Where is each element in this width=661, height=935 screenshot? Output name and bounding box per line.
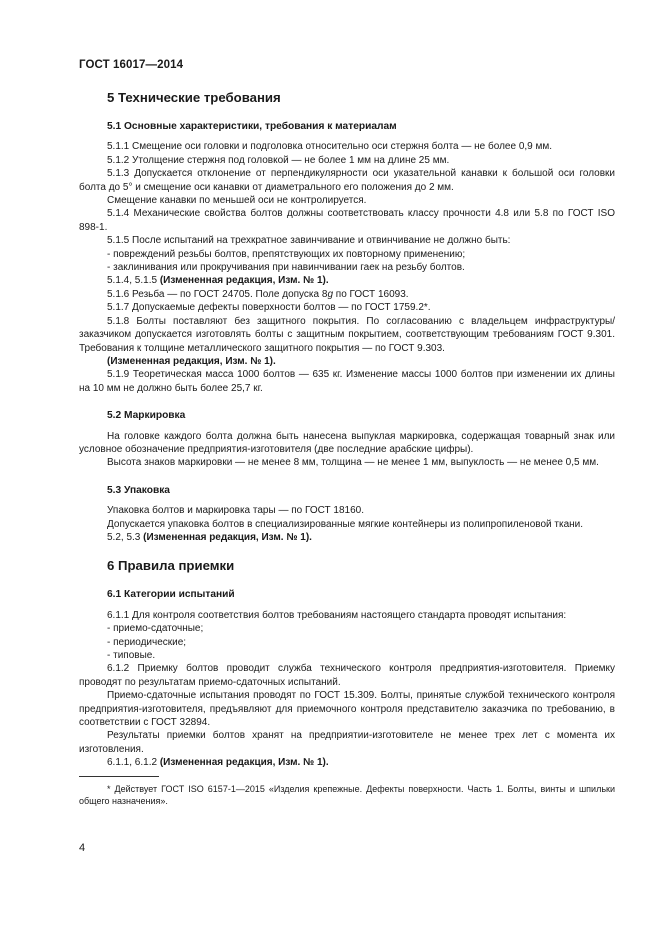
amendment-note: (Измененная редакция, Изм. № 1). [143,531,312,543]
amendment-ref: 5.1.4, 5.1.5 [107,275,160,287]
paragraph-5-2-b: Высота знаков маркировки — не менее 8 мм, толщина — не менее 1 мм, выпуклость — не менее 0,5 мм. [107,457,599,469]
paragraph-5-3-b: Допускается упаковка болтов в специализированные мягкие контейнеры из полипропиленовой ткани. [107,518,584,530]
subsection-5-3-title: 5.3 Упаковка [107,484,170,496]
page-number: 4 [79,842,86,854]
paragraph-5-1-3-note: Смещение канавки по меньшей оси не контролируется. [107,195,367,207]
paragraph-5-1-1: 5.1.1 Смещение оси головки и подголовка относительно оси стержня болта — не более 0,9 мм. [107,141,553,153]
paragraph-5-1-2: 5.1.2 Утолщение стержня под головкой — не более 1 мм на длине 25 мм. [107,154,450,166]
paragraph-5-1-9: 5.1.9 Теоретическая масса 1000 болтов — 635 кг. Изменение массы 1000 болтов при изменении их длины на 10 мм не должно быть более 25,7 кг. [79,369,615,394]
amendment-note: (Измененная редакция, Изм. № 1). [159,275,329,287]
paragraph-text: 5.1.6 Резьба — по ГОСТ 24705. Поле допуска 8 [107,288,328,300]
amendment-note: (Измененная редакция, Изм. № 1). [159,757,329,769]
list-item: - заклинивания или прокручивания при навинчивании гаек на резьбу болтов. [107,262,465,274]
paragraph-5-1-8: 5.1.8 Болты поставляют без защитного покрытия. По согласованию с владельцем инфраструктуры/заказчиком допускается изготовлять болты с защитным покрытием, соответствующим требованиям ГОСТ 9.301. Требования к толщине металлического защитного покрытия — по ГОСТ 9.303. [79,315,615,354]
paragraph-5-1-7: 5.1.7 Допускаемые дефекты поверхности болтов — по ГОСТ 1759.2*. [107,302,431,314]
paragraph-5-1-6 [79,288,615,301]
paragraph-text: по ГОСТ 16093. [333,288,409,300]
list-item: - периодические; [107,636,187,648]
amendment-ref: 6.1.1, 6.1.2 [107,757,160,769]
amendment-5-1-4-5 [79,274,615,287]
paragraph-6-1-2: 6.1.2 Приемку болтов проводит служба технического контроля предприятия-изготовителя. Приемку проводят по результатам приемо-сдаточных испытаний. [79,663,615,688]
subsection-5-1-title: 5.1 Основные характеристики, требования к материалам [107,121,397,132]
amendment-5-1-8: (Измененная редакция, Изм. № 1). [107,355,276,367]
section-5-title: 5 Технические требования [107,90,281,105]
subsection-6-1-title: 6.1 Категории испытаний [107,589,235,601]
tolerance-symbol: g [327,288,333,300]
paragraph-6-1-1: 6.1.1 Для контроля соответствия болтов требованиям настоящего стандарта проводят испытания: [107,609,567,621]
document-header: ГОСТ 16017—2014 [79,59,184,71]
paragraph-5-3-a: Упаковка болтов и маркировка тары — по ГОСТ 18160. [107,505,364,517]
footnote-separator [79,776,159,777]
paragraph-5-1-5: 5.1.5 После испытаний на трехкратное завинчивание и отвинчивание не должно быть: [107,235,511,247]
paragraph-5-2-a: На головке каждого болта должна быть нанесена выпуклая маркировка, содержащая товарный знак или условное обозначение предприятия-изготовителя (две последние арабские цифры). [79,430,615,455]
list-item: - повреждений резьбы болтов, препятствующих их повторному применению; [107,248,466,260]
paragraph-5-1-4: 5.1.4 Механические свойства болтов должны соответствовать классу прочности 4.8 или 5.8 по ГОСТ ISO 898-1. [79,208,615,233]
subsection-5-2-title: 5.2 Маркировка [107,410,186,422]
list-item: - приемо-сдаточные; [107,623,204,635]
section-6-title: 6 Правила приемки [107,558,235,574]
paragraph-5-1-3: 5.1.3 Допускается отклонение от перпендикулярности оси указательной канавки к большой оси головки болта до 5° и смещение оси канавки от диаметрального его положения до 2 мм. [79,168,615,193]
list-item: - типовые. [107,650,156,661]
paragraph-6-1-2-c: Результаты приемки болтов хранят на предприятии-изготовителе не менее трех лет с момента их изготовления. [79,730,615,755]
amendment-6-1-1-2 [79,756,615,769]
amendment-5-2-3 [79,531,615,544]
page-content [79,90,615,807]
amendment-ref: 5.2, 5.3 [107,531,144,543]
paragraph-6-1-2-b: Приемо-сдаточные испытания проводят по ГОСТ 15.309. Болты, принятые службой технического контроля предприятия-изготовителя, предъявляют для приемочного контроля представителю заказчика по требованию, в соответствии с ГОСТ 32894. [79,690,615,729]
footnote: * Действует ГОСТ ISO 6157-1—2015 «Изделия крепежные. Дефекты поверхности. Часть 1. Болты, винты и шпильки общего назначения». [79,783,615,806]
